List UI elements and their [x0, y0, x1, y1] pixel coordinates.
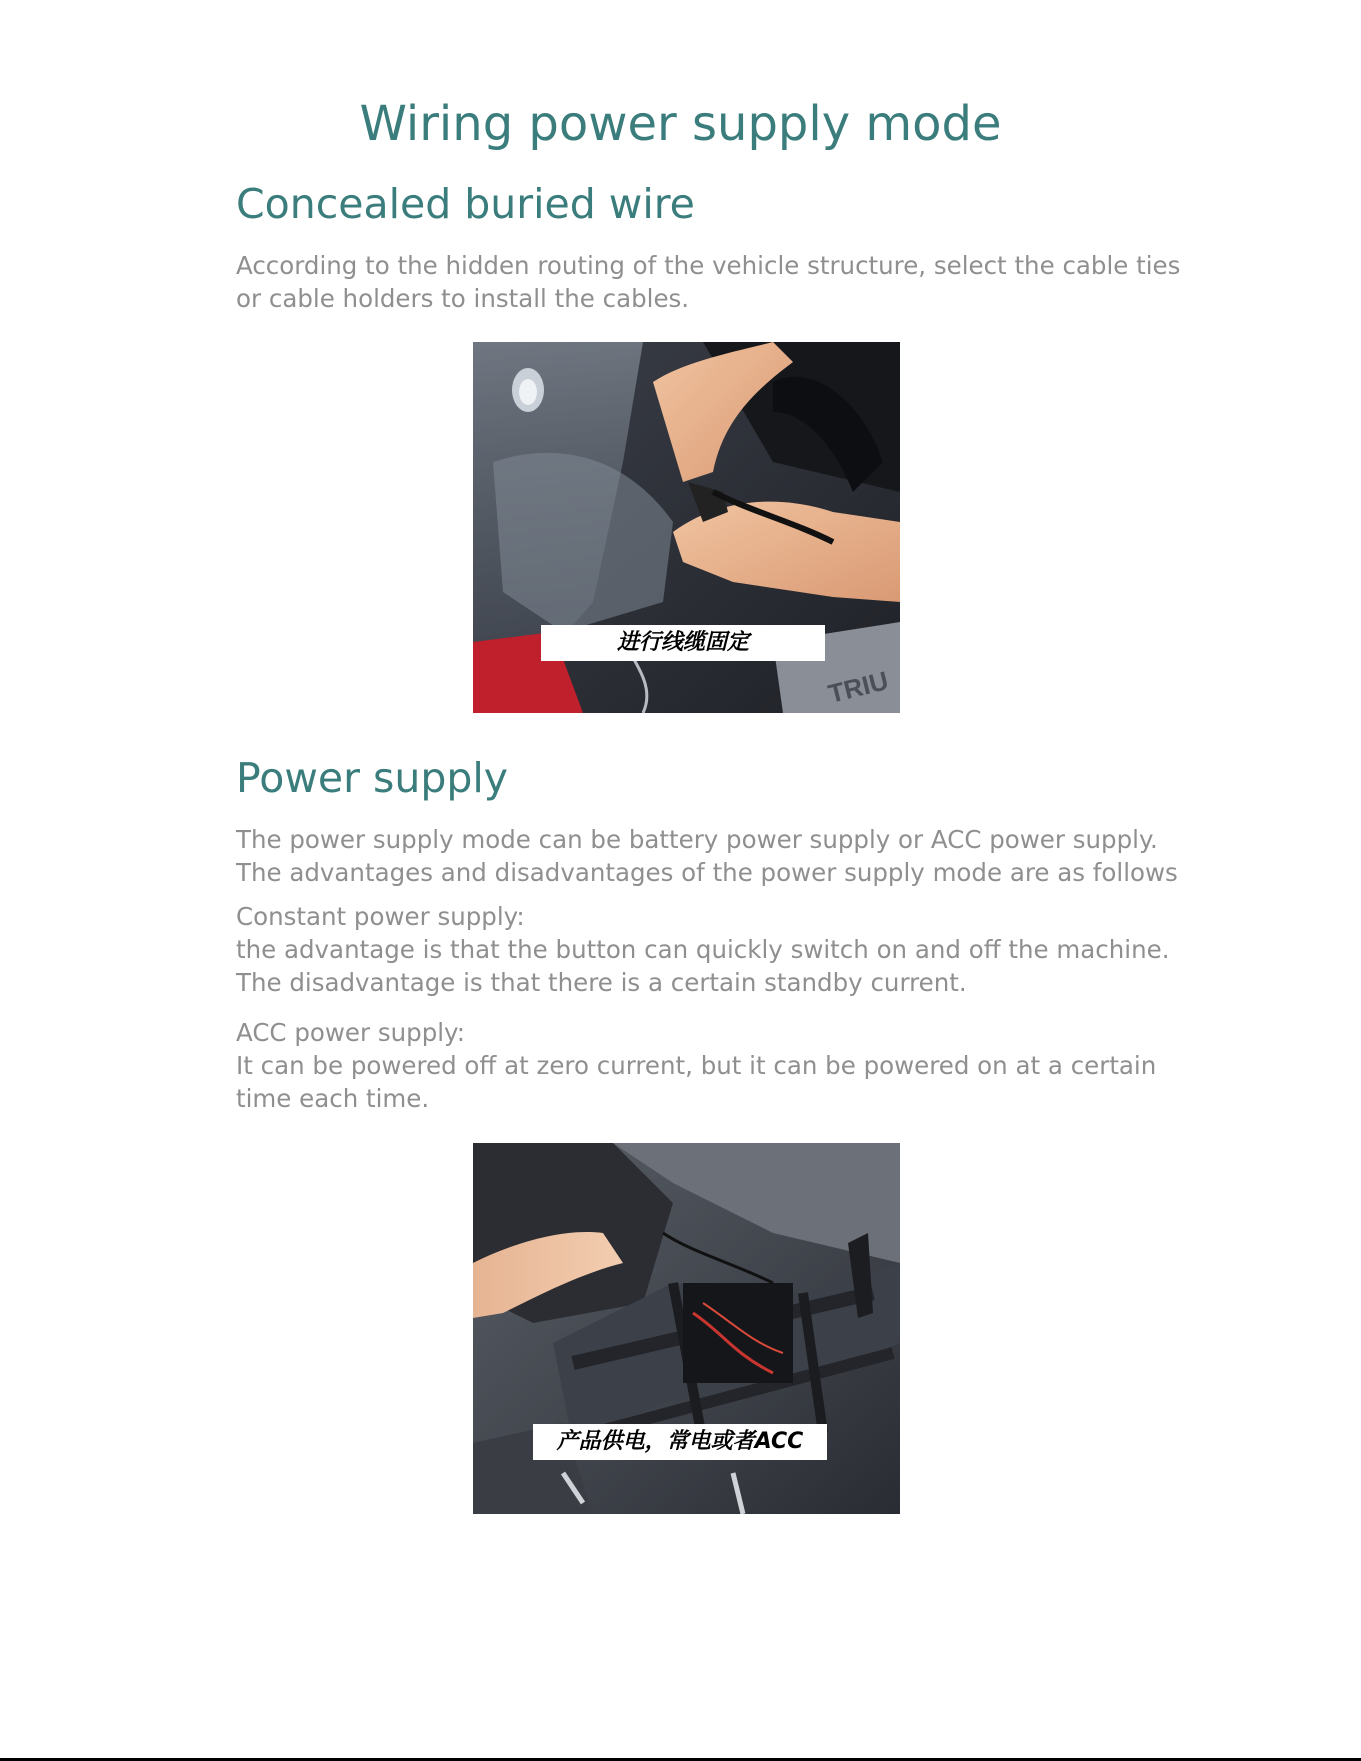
paragraph-line: It can be powered off at zero current, but it can be powered on at a certain — [236, 1051, 1157, 1080]
photo-caption: 产品供电，常电或者ACC — [533, 1424, 827, 1460]
section-heading-concealed-wire: Concealed buried wire — [236, 180, 695, 228]
constant-power-paragraph — [236, 900, 1170, 999]
paragraph-line: the advantage is that the button can quickly switch on and off the machine. — [236, 935, 1170, 964]
paragraph-line: Constant power supply: — [236, 902, 525, 931]
acc-power-paragraph — [236, 1016, 1157, 1115]
concealed-wire-paragraph — [236, 249, 1181, 315]
paragraph-line: The advantages and disadvantages of the power supply mode are as follows — [236, 858, 1178, 887]
power-supply-photo — [473, 1143, 900, 1514]
paragraph-line: The power supply mode can be battery power supply or ACC power supply. — [236, 825, 1158, 854]
cable-fixing-photo — [473, 342, 900, 713]
paragraph-line: time each time. — [236, 1084, 430, 1113]
brand-lettering: TRIU — [825, 665, 892, 709]
section-heading-power-supply: Power supply — [236, 754, 509, 802]
paragraph-line: According to the hidden routing of the vehicle structure, select the cable ties — [236, 251, 1181, 280]
power-supply-intro — [236, 823, 1178, 889]
photo-caption: 进行线缆固定 — [541, 625, 825, 661]
page-title: Wiring power supply mode — [359, 96, 1002, 152]
paragraph-line: or cable holders to install the cables. — [236, 284, 690, 313]
paragraph-line: The disadvantage is that there is a certain standby current. — [236, 968, 967, 997]
paragraph-line: ACC power supply: — [236, 1018, 466, 1047]
